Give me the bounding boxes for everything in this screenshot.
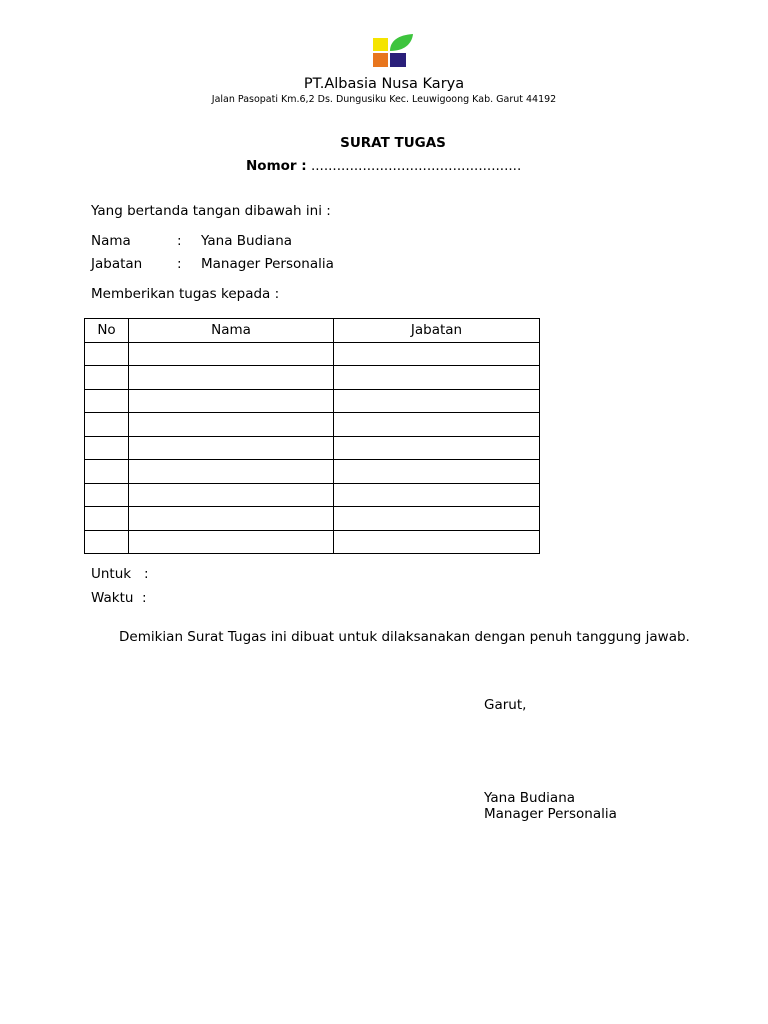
table-body [85,342,540,554]
signature-place: Garut, [484,697,527,713]
cell-nama [129,436,334,460]
closing-paragraph: Demikian Surat Tugas ini dibuat untuk dilaksanakan dengan penuh tanggung jawab. [119,629,690,645]
cell-no [85,389,129,413]
cell-jabatan [334,342,540,366]
field-value: Manager Personalia [201,256,334,272]
document-number-value: ................................................. [310,158,522,174]
table-row [85,483,540,507]
cell-nama [129,342,334,366]
table-row [85,389,540,413]
cell-nama [129,530,334,554]
cell-nama [129,366,334,390]
company-logo [372,33,414,69]
document-number [246,158,521,174]
table-header-row [85,319,540,343]
cell-no [85,530,129,554]
logo-yellow-square [373,38,388,51]
cell-jabatan [334,460,540,484]
signature-position: Manager Personalia [484,806,617,822]
table-row [85,366,540,390]
waktu-label: Waktu : [91,590,147,606]
cell-no [85,413,129,437]
cell-jabatan [334,483,540,507]
cell-jabatan [334,366,540,390]
header-no: No [85,319,129,343]
header-jabatan: Jabatan [334,319,540,343]
cell-nama [129,460,334,484]
cell-no [85,483,129,507]
cell-nama [129,413,334,437]
document-number-label: Nomor : [246,158,307,174]
cell-jabatan [334,436,540,460]
signature-name: Yana Budiana [484,790,576,806]
cell-jabatan [334,530,540,554]
table-row [85,342,540,366]
document-title: SURAT TUGAS [340,135,446,151]
field-label: Nama [91,233,131,249]
logo-green-leaf [390,34,413,51]
intro-text: Yang bertanda tangan dibawah ini : [91,203,331,219]
company-address: Jalan Pasopati Km.6,2 Ds. Dungusiku Kec. Leuwigoong Kab. Garut 44192 [211,94,557,105]
cell-jabatan [334,413,540,437]
assign-intro-text: Memberikan tugas kepada : [91,286,280,302]
field-colon: : [177,233,182,249]
table-row [85,413,540,437]
cell-no [85,436,129,460]
table-row [85,460,540,484]
field-label: Jabatan [91,256,143,272]
logo-orange-square [373,53,388,67]
cell-nama [129,483,334,507]
cell-jabatan [334,389,540,413]
assignee-table [84,318,540,554]
logo-navy-square [390,53,406,67]
signatory-name-row [91,233,292,249]
signatory-position-row [91,256,334,272]
table-row [85,530,540,554]
cell-no [85,460,129,484]
cell-no [85,507,129,531]
field-value: Yana Budiana [201,233,293,249]
cell-jabatan [334,507,540,531]
cell-no [85,342,129,366]
cell-no [85,366,129,390]
cell-nama [129,389,334,413]
cell-nama [129,507,334,531]
table-row [85,507,540,531]
field-colon: : [177,256,182,272]
table-row [85,436,540,460]
company-name: PT.Albasia Nusa Karya [303,76,465,92]
untuk-label: Untuk : [91,566,149,582]
header-nama: Nama [129,319,334,343]
